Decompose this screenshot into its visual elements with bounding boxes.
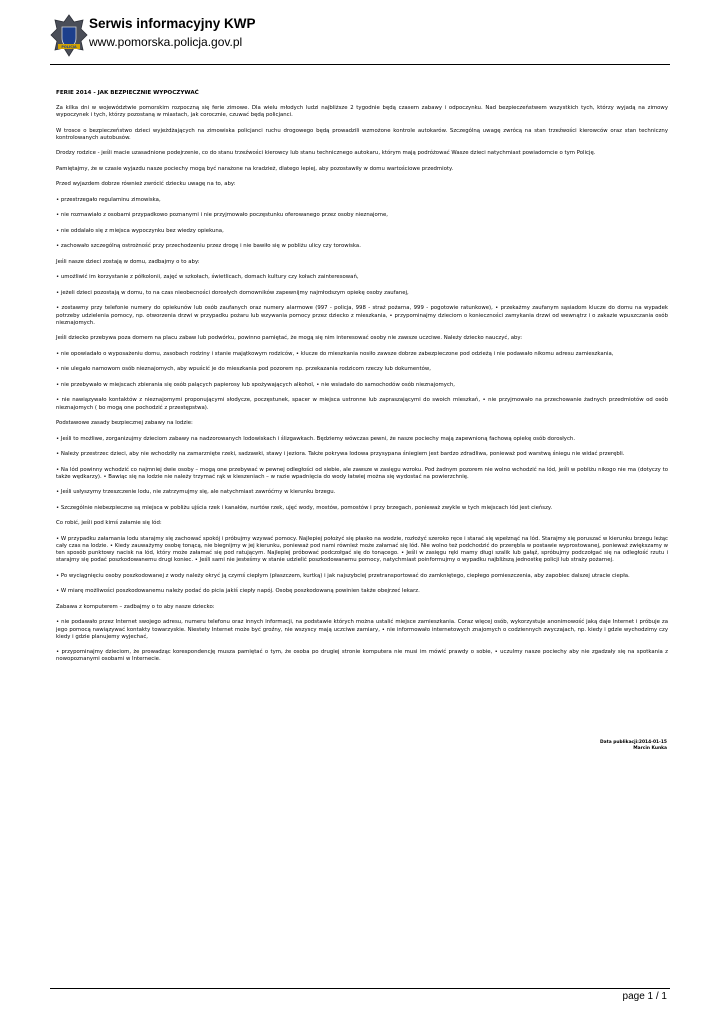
article-paragraph: • W przypadku załamania lodu starajmy się zachować spokój i próbujmy wzywać pomocy. Najlepiej położyć się płasko na wodzie, rozłożyć szeroko ręce i starać się wpełznąć na lód. Starajmy się poruszać w kierunku brzegu leżąc cały czas na lodzie. • Kiedy zauważymy osobę tonącą, nie biegnijmy w jej kierunku, ponieważ pod nami również może załamać się lód. Nie wolno też podchodzić do przerębla w postawie wyprostowanej, ponieważ zwiększamy w ten sposób punktowy nacisk na lód, który może załamać się pod ratującym. Najlepiej próbować podczołgać się do tonącego. • Jeśli w zasięgu ręki mamy długi szalik lub gałąź, spróbujmy podczołgać się na odległość rzutu i starajmy się podać poszkodowanemu drugi koniec. • Jeśli sami nie jesteśmy w stanie udzielić poszkodowanemu pomocy, natychmiast poinformujmy o wypadku najbliższą jednostkę policji lub straży pożarnej. bbox=[56, 535, 668, 564]
article-paragraph: • Należy przestrzec dzieci, aby nie wchodziły na zamarznięte rzeki, sadzawki, stawy i jeziora. Także pokrywa lodowa przysypana śniegiem jest bardzo zdradliwa, ponieważ pod warstwą śniegu nie widać przerębli. bbox=[56, 451, 625, 458]
article-paragraph: Jeśli dziecko przebywa poza domem na placu zabaw lub podwórku, powinno pamiętać, że mogą się nim interesować osoby nie zawsze uczciwe. Należy dziecko nauczyć, aby: bbox=[56, 335, 523, 342]
article-paragraph: • nie nawiązywało kontaktów z nieznajomymi proponującymi słodycze, poczęstunek, spacer w miejsca ustronne lub zapraszającymi do swoich mieszkań, • nie przyjmowało na przechowanie żadnych przedmiotów od osób nieznajomych ( bo mogą one pochodzić z przestępstwa). bbox=[56, 397, 668, 411]
police-star-logo bbox=[50, 14, 88, 58]
article-paragraph: • Na lód powinny wchodzić co najmniej dwie osoby – mogą one przebywać w pewnej odległości od siebie, ale zawsze w zasięgu wzroku. Pod żadnym pozorem nie wolno wchodzić na lód, jeśli w pobliżu nikogo nie ma (dotyczy to także wędkarzy). • Bawiąc się na lodzie nie należy trzymać rąk w kieszeniach – w razie wpadnięcia do wody łatwiej można się wydostać na powierzchnię. bbox=[56, 466, 668, 480]
article-paragraph: • Jeśli usłyszymy trzeszczenie lodu, nie zatrzymujmy się, ale natychmiast zawróćmy w kierunku brzegu. bbox=[56, 489, 336, 496]
publication-date: Data publikacji:2014-01-15 bbox=[600, 740, 667, 745]
article-paragraphs bbox=[56, 105, 668, 664]
article-paragraph: Zabawa z komputerem – zadbajmy o to aby nasze dziecko: bbox=[56, 603, 215, 610]
article-paragraph: • Szczególnie niebezpieczne są miejsca w pobliżu ujścia rzek i kanałów, nurtów rzek, ujęć wody, mostów, pomostów i przy brzegach, ponieważ zwykle w tych miejscach lód jest cieńszy. bbox=[56, 504, 553, 511]
article-paragraph: • zostawmy przy telefonie numery do opiekunów lub osób zaufanych oraz numery alarmowe (997 - policja, 998 - straż pożarna, 999 - pogotowie ratunkowe), • przekażmy zaufanym sąsiadom klucze do domu na wypadek potrzeby udzielenia pomocy, np. otworzenia drzwi w przypadku pożaru lub wzywania pomocy przez dziecko z mieszkania, • przypominajmy dzieciom o konieczności zamykania drzwi od wewnątrz i o zakazie wpuszczania osób nieznajomych. bbox=[56, 305, 668, 326]
article-title: FERIE 2014 - JAK BEZPIECZNIE WYPOCZYWAĆ bbox=[56, 90, 199, 96]
site-title: Serwis informacyjny KWP bbox=[89, 16, 256, 31]
article-body bbox=[56, 90, 668, 672]
bottom-divider bbox=[50, 988, 670, 989]
article-paragraph: • umożliwić im korzystanie z półkolonii, zajęć w szkołach, świetlicach, domach kultury czy kołach zainteresowań, bbox=[56, 274, 359, 281]
article-paragraph: W trosce o bezpieczeństwo dzieci wyjeżdżających na zimowiska policjanci ruchu drogowego będą prowadzili wzmożone kontrole autokarów. Szczególną uwagę zwrócą na stan trzeźwości kierowców oraz stan techniczny kontrolowanych autobusów. bbox=[56, 127, 668, 141]
article-paragraph: Pamiętajmy, że w czasie wyjazdu nasze pociechy mogą być narażone na kradzież, dlatego lepiej, aby pozostawiły w domu wartościowe przedmioty. bbox=[56, 165, 454, 172]
article-paragraph: • W miarę możliwości poszkodowanemu należy podać do picia jakiś ciepły napój. Osobę poszkodowaną powinien także obejrzeć lekarz. bbox=[56, 588, 420, 595]
article-paragraph: Co robić, jeśli pod kimś załamie się lód: bbox=[56, 520, 162, 527]
article-paragraph: Drodzy rodzice - jeśli macie uzasadnione podejrzenie, co do stanu trzeźwości kierowcy lub stanu technicznego autokaru, którym mają podróżować Wasze dzieci natychmiast powiadomcie o tym Policję. bbox=[56, 150, 596, 157]
page-number: page 1 / 1 bbox=[622, 991, 667, 1002]
article-paragraph: • Po wyciągnięciu osoby poszkodowanej z wody należy okryć ją czymś ciepłym (płaszczem, kurtką) i jak najszybciej przetransportować do zamkniętego, ciepłego pomieszczenia, aby zapobiec dalszej utracie ciepła. bbox=[56, 572, 630, 579]
article-paragraph: • jeżeli dzieci pozostają w domu, to na czas nieobecności dorosłych domowników zapewnijmy najmłodszym opiekę osoby zaufanej, bbox=[56, 289, 409, 296]
top-divider bbox=[50, 64, 670, 65]
publication-meta bbox=[600, 740, 667, 751]
logo-label: POLICJA bbox=[61, 45, 77, 49]
page-header bbox=[50, 12, 680, 62]
article-paragraph: • zachowało szczególną ostrożność przy przechodzeniu przez drogę i nie bawiło się w pobliżu ulicy czy torowiska. bbox=[56, 243, 361, 250]
article-paragraph: • nie opowiadało o wyposażeniu domu, zasobach rodziny i stanie majątkowym rodziców, • klucze do mieszkania nosiło zawsze dobrze zabezpieczone pod odzieżą i nie podawało nikomu adresu zamieszkania, bbox=[56, 350, 614, 357]
article-paragraph: • nie podawało przez Internet swojego adresu, numeru telefonu oraz innych informacji, na podstawie których można ustalić miejsce zamieszkania. Coraz więcej osób, wykorzystuje anonimowość jaką daje Internet i próbuje za jego pomocą nawiązywać kontakty towarzyskie. Niestety Internet może być groźny, nie wszyscy mają uczciwe zamiary, • nie informowało internetowych znajomych o codziennych zwyczajach, np. kiedy i gdzie wychodzimy czy kiedy i gdzie planujemy wyjechać, bbox=[56, 619, 668, 640]
article-paragraph: • nie rozmawiało z osobami przypadkowo poznanymi i nie przyjmowało poczęstunku oferowanego przez osoby nieznajome, bbox=[56, 212, 389, 219]
article-paragraph: • nie ulegało namowom osób nieznajomych, aby wpuścić je do mieszkania pod pozorem np. przekazania rodzicom rzeczy lub dokumentów, bbox=[56, 366, 432, 373]
article-paragraph: • nie oddalało się z miejsca wypoczynku bez wiedzy opiekuna, bbox=[56, 227, 224, 234]
author-name: Marcin Kunka bbox=[633, 745, 667, 751]
article-paragraph: Przed wyjazdem dobrze również zwrócić dziecku uwagę na to, aby: bbox=[56, 181, 236, 188]
article-paragraph: Jeśli nasze dzieci zostają w domu, zadbajmy o to aby: bbox=[56, 258, 200, 265]
article-paragraph: • przypominajmy dzieciom, że prowadząc korespondencję musza pamiętać o tym, że osoba po drugiej stronie komputera nie musi im mówić prawdy o sobie, • uczulmy nasze pociechy aby nie zgadzały się na spotkania z nowopoznanymi osobami w Internecie. bbox=[56, 649, 668, 663]
article-paragraph: • Jeśli to możliwe, zorganizujmy dzieciom zabawy na nadzorowanych lodowiskach i ślizgawkach. Będziemy wówczas pewni, że nasze pociechy mają zapewnioną fachową opiekę osób dorosłych. bbox=[56, 435, 576, 442]
article-paragraph: Za kilka dni w województwie pomorskim rozpoczną się ferie zimowe. Dla wielu młodych ludzi najbliższe 2 tygodnie będą czasem zabawy i odpoczynku. Nad bezpieczeństwem wszystkich tych, którzy wyjadą na zimowy wypoczynek i tych, którzy pozostaną w miastach, jak corocznie, czuwać będą policjanci. bbox=[56, 105, 668, 119]
article-paragraph: • nie przebywało w miejscach zbierania się osób palących papierosy lub spożywających alkohol, • nie wsiadało do samochodów osób nieznajomych, bbox=[56, 381, 455, 388]
article-paragraph: Podstawowe zasady bezpiecznej zabawy na lodzie: bbox=[56, 420, 193, 427]
article-paragraph: • przestrzegało regulaminu zimowiska, bbox=[56, 196, 161, 203]
site-url: www.pomorska.policja.gov.pl bbox=[89, 35, 243, 49]
